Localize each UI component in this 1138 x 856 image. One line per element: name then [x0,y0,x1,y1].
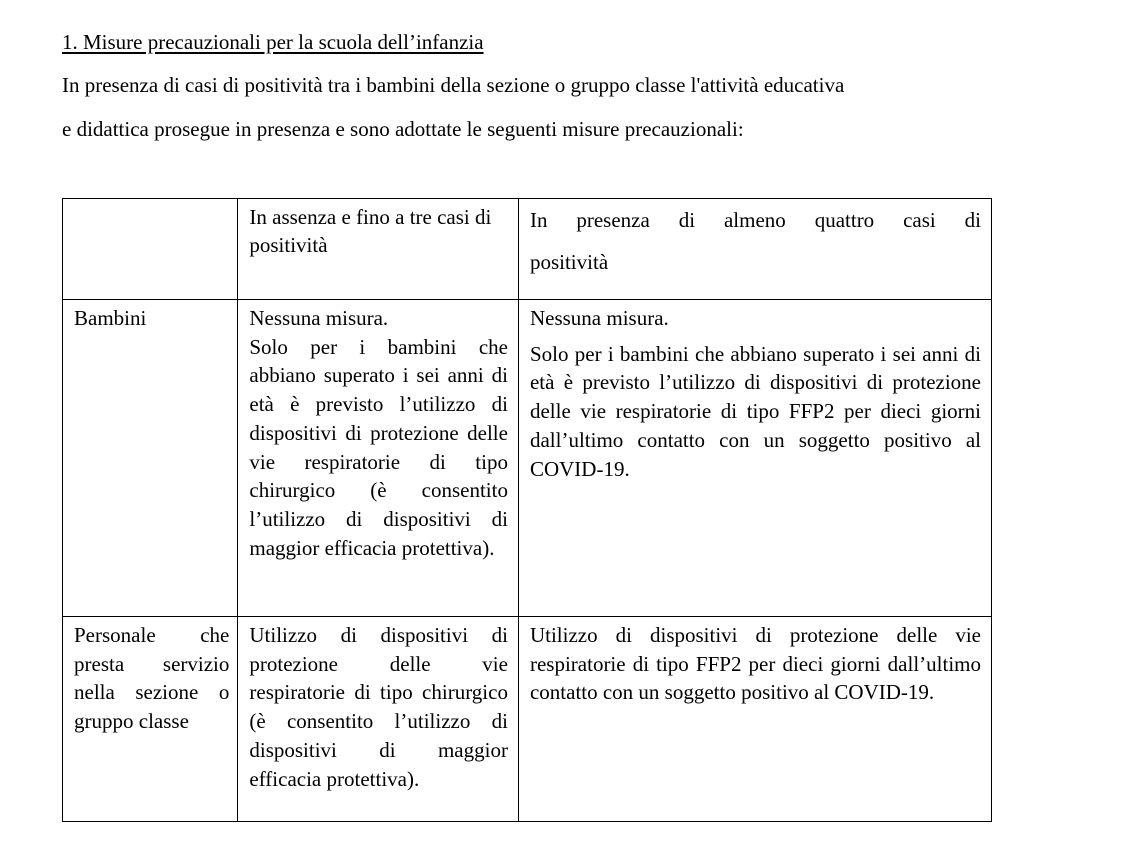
section-heading: 1. Misure precauzionali per la scuola dell’infanzia [62,30,484,54]
row-label-cell [63,617,238,822]
intro-line-1: In presenza di casi di positività tra i bambini della sezione o gruppo classe l'attività educativa [62,73,845,97]
intro-line-2: e didattica prosegue in presenza e sono adottate le seguenti misure precauzionali: [62,117,744,141]
bambini-four-or-more-cell [518,300,991,617]
bambini-up-to-three-p1: Nessuna misura. [249,306,389,330]
row-label-bambini: Bambini [74,306,147,330]
header-cell-four-or-more [518,199,991,300]
header-four-or-more-line2: positività [529,250,609,274]
header-cell-up-to-three [238,199,519,300]
bambini-four-or-more-p2: Solo per i bambini che abbiano superato i sei anni di età è previsto l’utilizzo di dispositivi di protezione delle vie respiratorie di tipo FFP2 per dieci giorni dall’ultimo contatto con un soggetto positivo al COVID-19. [529,341,981,481]
table-header-row [63,199,992,300]
personale-four-or-more-cell [518,617,991,822]
personale-up-to-three-text: Utilizzo di dispositivi di protezione delle vie respiratorie di tipo chirurgico (è consentito l’utilizzo di dispositivi di maggior efficacia protettiva). [249,623,508,791]
bambini-four-or-more-p1: Nessuna misura. [529,306,669,330]
header-cell-empty [63,199,238,300]
personale-up-to-three-cell [238,617,519,822]
row-label-personale: Personale che presta servizio nella sezione o gruppo classe [74,623,230,734]
bambini-up-to-three-cell [238,300,519,617]
row-label-cell [63,300,238,617]
bambini-up-to-three-p2: Solo per i bambini che abbiano superato i sei anni di età è previsto l’utilizzo di dispositivi di protezione delle vie respiratorie di tipo chirurgico (è consentito l’utilizzo di dispositivi di maggior efficacia protettiva). [249,334,508,560]
personale-four-or-more-text: Utilizzo di dispositivi di protezione delle vie respiratorie di tipo FFP2 per dieci giorni dall’ultimo contatto con un soggetto positivo al COVID-19. [529,623,981,705]
table-row [63,617,992,822]
table-row [63,300,992,617]
header-four-or-more-line1: In presenza di almeno quattro casi di [529,208,981,232]
header-up-to-three-text: In assenza e fino a tre casi di positività [249,205,492,257]
measures-table [62,198,992,822]
